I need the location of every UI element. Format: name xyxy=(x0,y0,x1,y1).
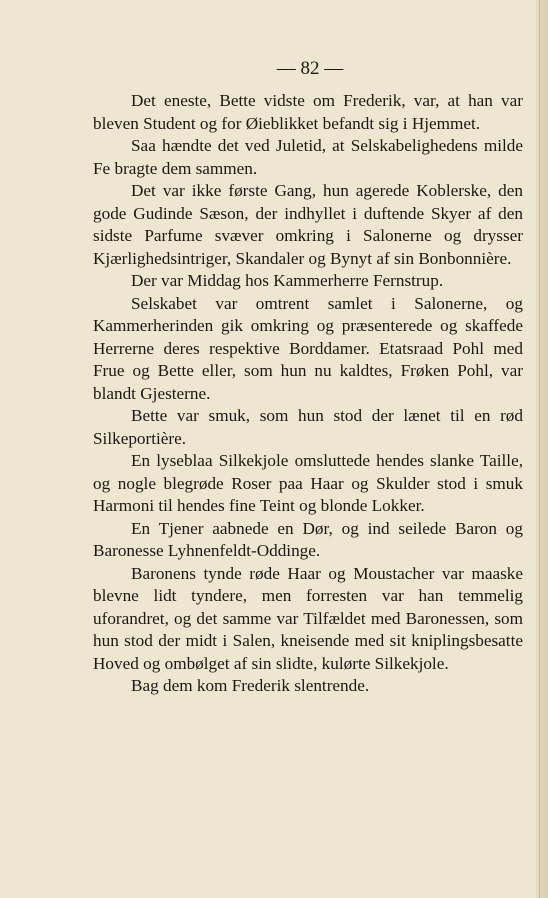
paragraph: Bette var smuk, som hun stod der lænet til en rød Silkeportière. xyxy=(93,406,523,448)
body-text xyxy=(93,90,523,698)
page-number: — 82 — xyxy=(276,58,344,79)
paragraph: Der var Middag hos Kammerherre Fernstrup. xyxy=(131,271,444,290)
paragraph: En lyseblaa Silkekjole omsluttede hendes slanke Taille, og nogle blegrøde Roser paa Haar og Skulder stod i smuk Harmoni til hendes fine Teint og blonde Lokker. xyxy=(93,451,523,515)
paragraph: Det eneste, Bette vidste om Frederik, var, at han var bleven Student og for Øieblikket befandt sig i Hjemmet. xyxy=(93,91,523,133)
page-edge xyxy=(536,0,548,898)
paragraph: Det var ikke første Gang, hun agerede Koblerske, den gode Gudinde Sæson, der indhyllet i duftende Skyer af den sidste Parfume svæver omkring i Salonerne og drysser Kjærlighedsintriger, Skandaler og Bynyt af sin Bonbonnière. xyxy=(93,181,523,268)
paragraph: Selskabet var omtrent samlet i Salonerne, og Kammerherinden gik omkring og præsenterede og skaffede Herrerne deres respektive Borddamer. Etatsraad Pohl med Frue og Bette eller, som hun nu kaldtes, Frøken Pohl, var blandt Gjesterne. xyxy=(93,293,523,403)
paragraph: Baronens tynde røde Haar og Moustacher var maaske blevne lidt tyndere, men forresten var han temmelig uforandret, og det samme var Tilfældet med Baronessen, som hun stod der midt i Salen, kneisende med sit kniplingsbesatte Hoved og ombølget af sin slidte, kulørte Silkekjole. xyxy=(93,563,523,673)
paragraph: Bag dem kom Frederik slentrende. xyxy=(131,676,370,695)
paragraph: En Tjener aabnede en Dør, og ind seilede Baron og Baronesse Lyhnenfeldt-Oddinge. xyxy=(93,518,523,560)
paragraph: Saa hændte det ved Juletid, at Selskabelighedens milde Fe bragte dem sammen. xyxy=(93,136,523,178)
